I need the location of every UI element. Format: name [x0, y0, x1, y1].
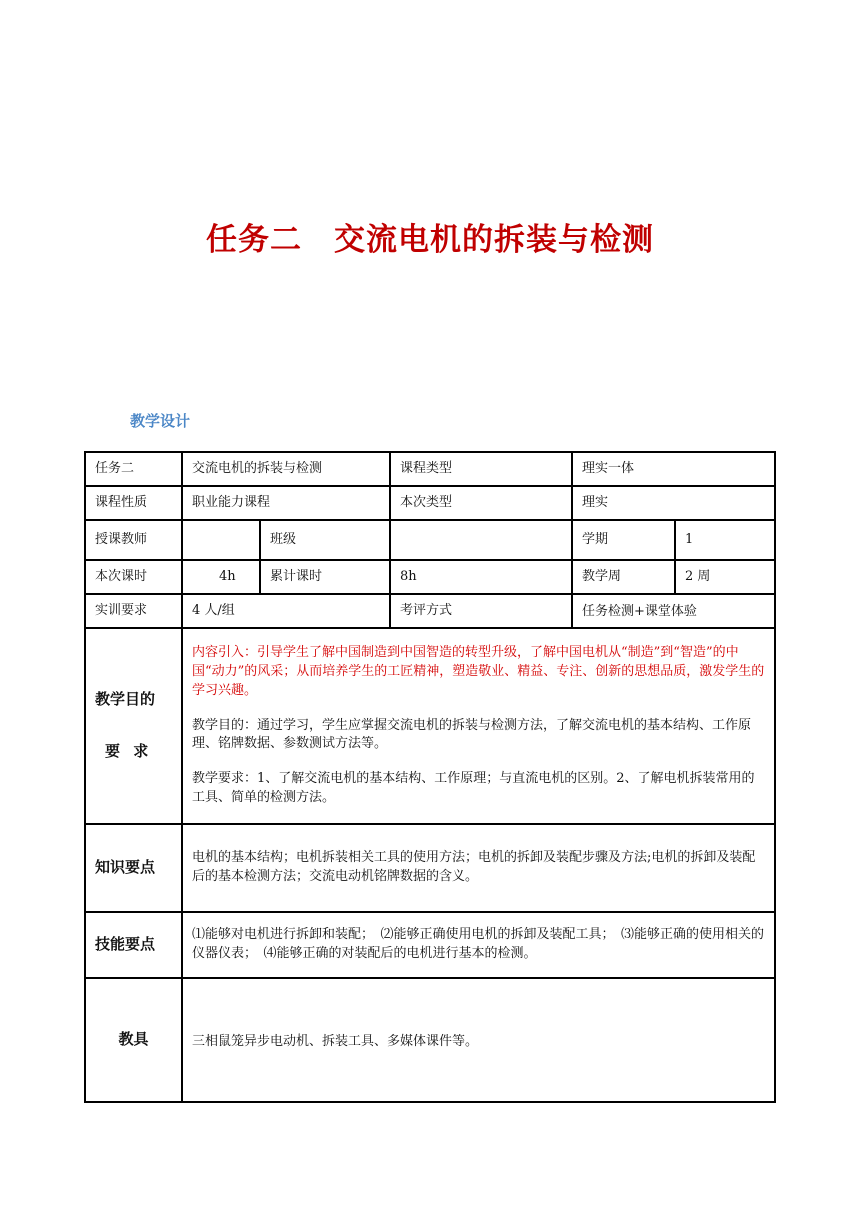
hours-value: 4h — [182, 560, 260, 594]
course-type-label: 课程类型 — [390, 452, 572, 486]
goals-purpose: 教学目的：通过学习，学生应掌握交流电机的拆装与检测方法，了解交流电机的基本结构、工作原理、铭牌数据、参数测试方法等。 — [192, 717, 752, 752]
table-row — [85, 824, 775, 912]
section-heading: 教学设计 — [130, 412, 191, 430]
page-title: 任务二 交流电机的拆装与检测 — [206, 222, 654, 258]
table-row — [85, 520, 775, 560]
goals-label-line2: 要 求 — [105, 742, 153, 760]
table-row — [85, 594, 775, 628]
knowledge-text: 电机的基本结构；电机拆装相关工具的使用方法；电机的拆卸及装配步骤及方法;电机的拆卸及装配后的基本检测方法；交流电动机铭牌数据的含义。 — [182, 824, 775, 912]
knowledge-label: 知识要点 — [85, 824, 182, 912]
goals-label-line1: 教学目的 — [95, 690, 156, 709]
hours-label: 本次课时 — [85, 560, 182, 594]
term-value: 1 — [675, 520, 775, 560]
tools-label: 教具 — [85, 978, 182, 1102]
week-label: 教学周 — [572, 560, 675, 594]
table-row — [85, 628, 775, 824]
goals-content — [182, 628, 775, 824]
training-value: 4 人/组 — [182, 594, 390, 628]
tools-text: 三相鼠笼异步电动机、拆装工具、多媒体课件等。 — [182, 978, 775, 1102]
assess-label: 考评方式 — [390, 594, 572, 628]
total-hours-value: 8h — [390, 560, 572, 594]
this-type-label: 本次类型 — [390, 486, 572, 520]
goals-requirement: 教学要求：1、了解交流电机的基本结构、工作原理；与直流电机的区别。2、了解电机拆装常用的工具、简单的检测方法。 — [192, 771, 755, 806]
teacher-value — [182, 520, 260, 560]
table-row — [85, 486, 775, 520]
skills-label: 技能要点 — [85, 912, 182, 978]
table-row — [85, 452, 775, 486]
skills-text: ⑴能够对电机进行拆卸和装配； ⑵能够正确使用电机的拆卸及装配工具； ⑶能够正确的使用相关的仪器仪表； ⑷能够正确的对装配后的电机进行基本的检测。 — [182, 912, 775, 978]
assess-value: 任务检测+课堂体验 — [572, 594, 775, 628]
class-value — [390, 520, 572, 560]
task-value: 交流电机的拆装与检测 — [182, 452, 390, 486]
goals-label — [85, 628, 182, 824]
week-value: 2 周 — [675, 560, 775, 594]
course-type-value: 理实一体 — [572, 452, 775, 486]
teacher-label: 授课教师 — [85, 520, 182, 560]
table-row — [85, 560, 775, 594]
this-type-value: 理实 — [572, 486, 775, 520]
class-label: 班级 — [260, 520, 390, 560]
teaching-design-table — [84, 451, 776, 1103]
term-label: 学期 — [572, 520, 675, 560]
course-nature-value: 职业能力课程 — [182, 486, 390, 520]
course-nature-label: 课程性质 — [85, 486, 182, 520]
training-label: 实训要求 — [85, 594, 182, 628]
task-label: 任务二 — [85, 452, 182, 486]
total-hours-label: 累计课时 — [260, 560, 390, 594]
table-row — [85, 978, 775, 1102]
goals-intro: 内容引入：引导学生了解中国制造到中国智造的转型升级，了解中国电机从“制造”到“智造”的中国“动力”的风采；从而培养学生的工匠精神，塑造敬业、精益、专注、创新的思想品质，激发学生的学习兴趣。 — [192, 645, 765, 698]
table-row — [85, 912, 775, 978]
